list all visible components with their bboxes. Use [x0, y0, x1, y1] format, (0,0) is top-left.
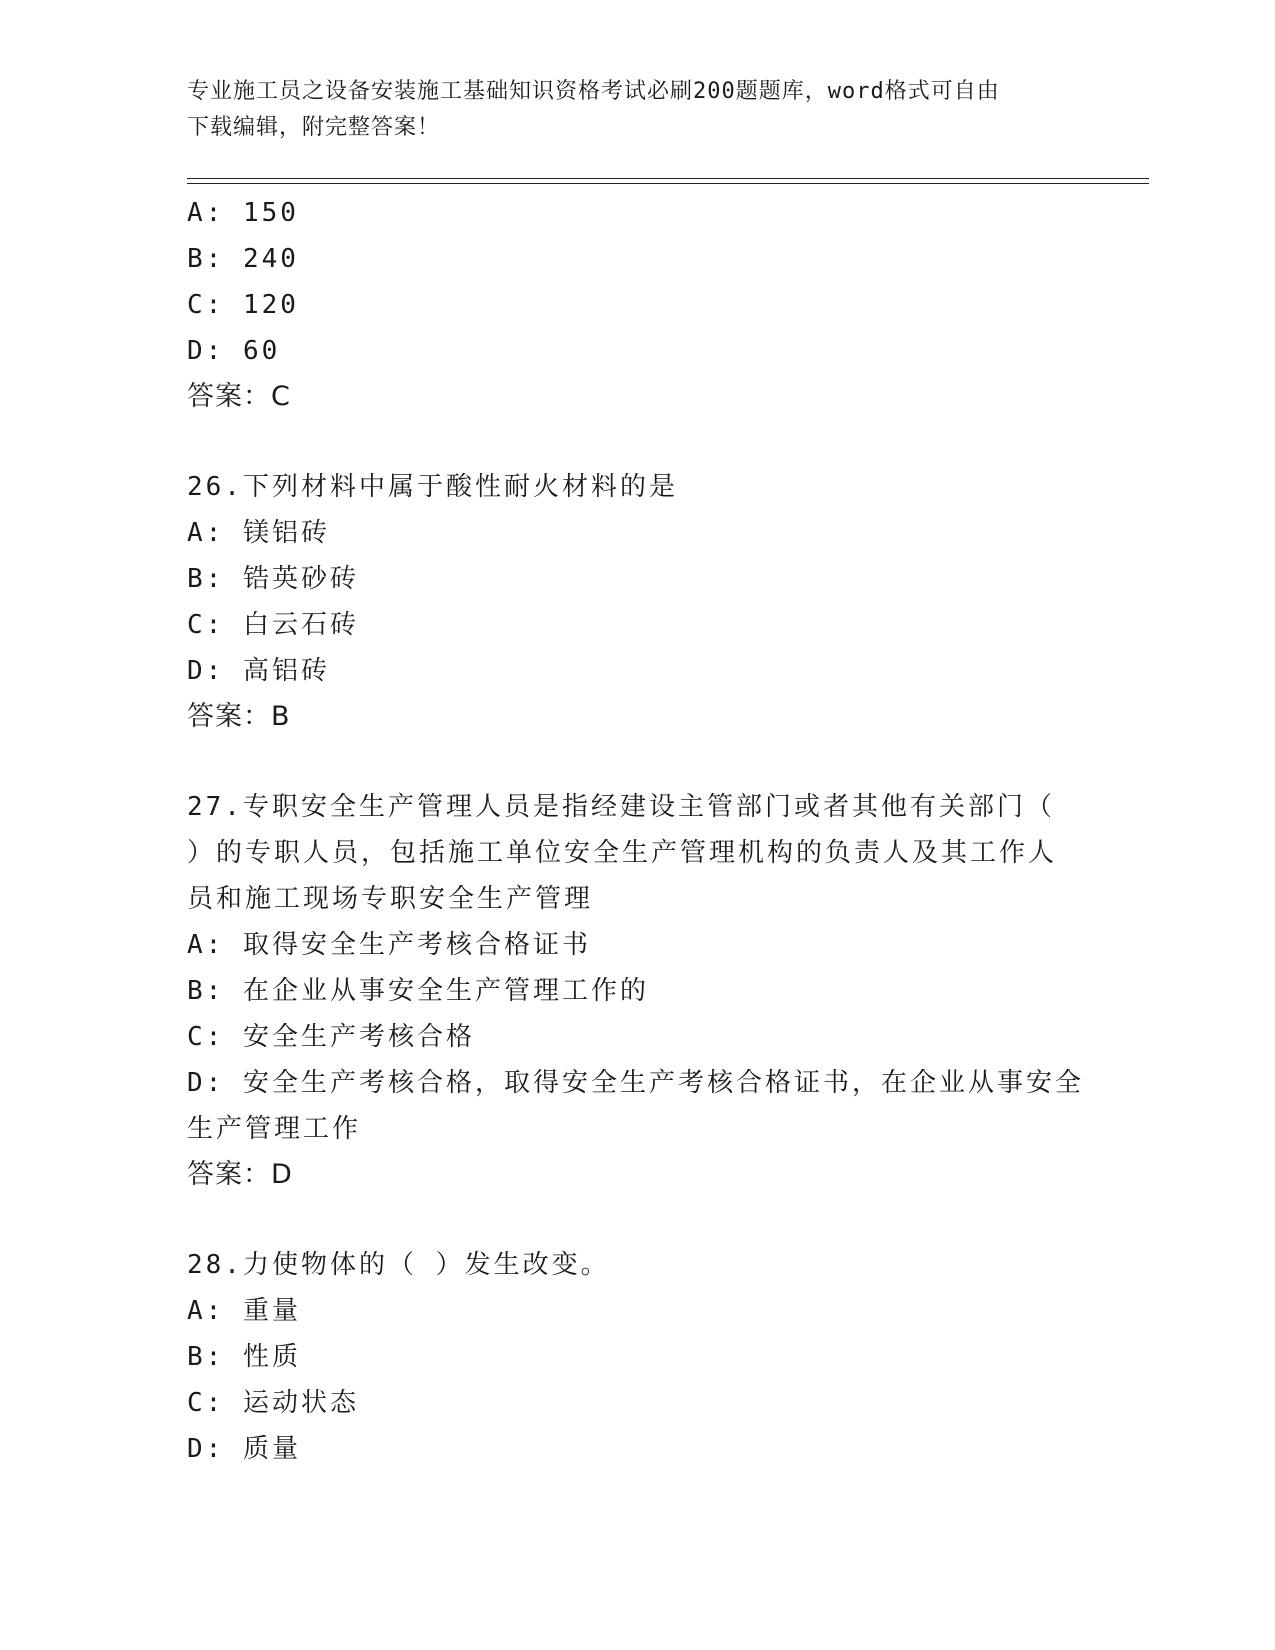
option-d: D: 质量 — [187, 1434, 301, 1464]
question-stem: 28.力使物体的（ ）发生改变。 — [187, 1250, 610, 1280]
question-25-continued — [187, 190, 1087, 420]
option-b: B: 锆英砂砖 — [187, 564, 359, 594]
option-b: B: 240 — [187, 244, 299, 274]
question-list — [187, 190, 1087, 1472]
option-d: D: 60 — [187, 336, 281, 366]
answer-line: 答案：B — [187, 701, 291, 732]
question-stem-line-1: 27.专职安全生产管理人员是指经建设主管部门或者其他有关部门（ — [187, 792, 1055, 822]
option-c: C: 安全生产考核合格 — [187, 1022, 475, 1052]
question-28 — [187, 1242, 1087, 1472]
header-divider-top — [187, 178, 1149, 179]
question-stem: 26.下列材料中属于酸性耐火材料的是 — [187, 472, 678, 502]
question-stem-line-2: ）的专职人员，包括施工单位安全生产管理机构的负责人及其工作人 — [187, 838, 1058, 868]
option-d: D: 安全生产考核合格，取得安全生产考核合格证书，在企业从事安全 — [187, 1068, 1084, 1098]
option-b: B: 在企业从事安全生产管理工作的 — [187, 976, 649, 1006]
option-a: A: 镁铝砖 — [187, 518, 330, 548]
option-a: A: 取得安全生产考核合格证书 — [187, 930, 591, 960]
option-d-continued: 生产管理工作 — [187, 1114, 362, 1144]
question-26 — [187, 464, 1087, 740]
option-d: D: 高铝砖 — [187, 656, 330, 686]
option-a: A: 150 — [187, 198, 299, 228]
question-27 — [187, 784, 1087, 1198]
answer-line: 答案：C — [187, 381, 291, 412]
option-b: B: 性质 — [187, 1342, 301, 1372]
option-c: C: 运动状态 — [187, 1388, 359, 1418]
header-divider-bottom — [187, 183, 1149, 184]
document-header — [187, 74, 1067, 146]
option-a: A: 重量 — [187, 1296, 301, 1326]
header-line-1: 专业施工员之设备安装施工基础知识资格考试必刷200题题库，word格式可自由 — [187, 79, 1000, 104]
option-c: C: 120 — [187, 290, 299, 320]
question-stem-line-3: 员和施工现场专职安全生产管理 — [187, 884, 594, 914]
answer-line: 答案：D — [187, 1159, 293, 1190]
header-line-2: 下载编辑，附完整答案！ — [187, 115, 441, 140]
option-c: C: 白云石砖 — [187, 610, 359, 640]
